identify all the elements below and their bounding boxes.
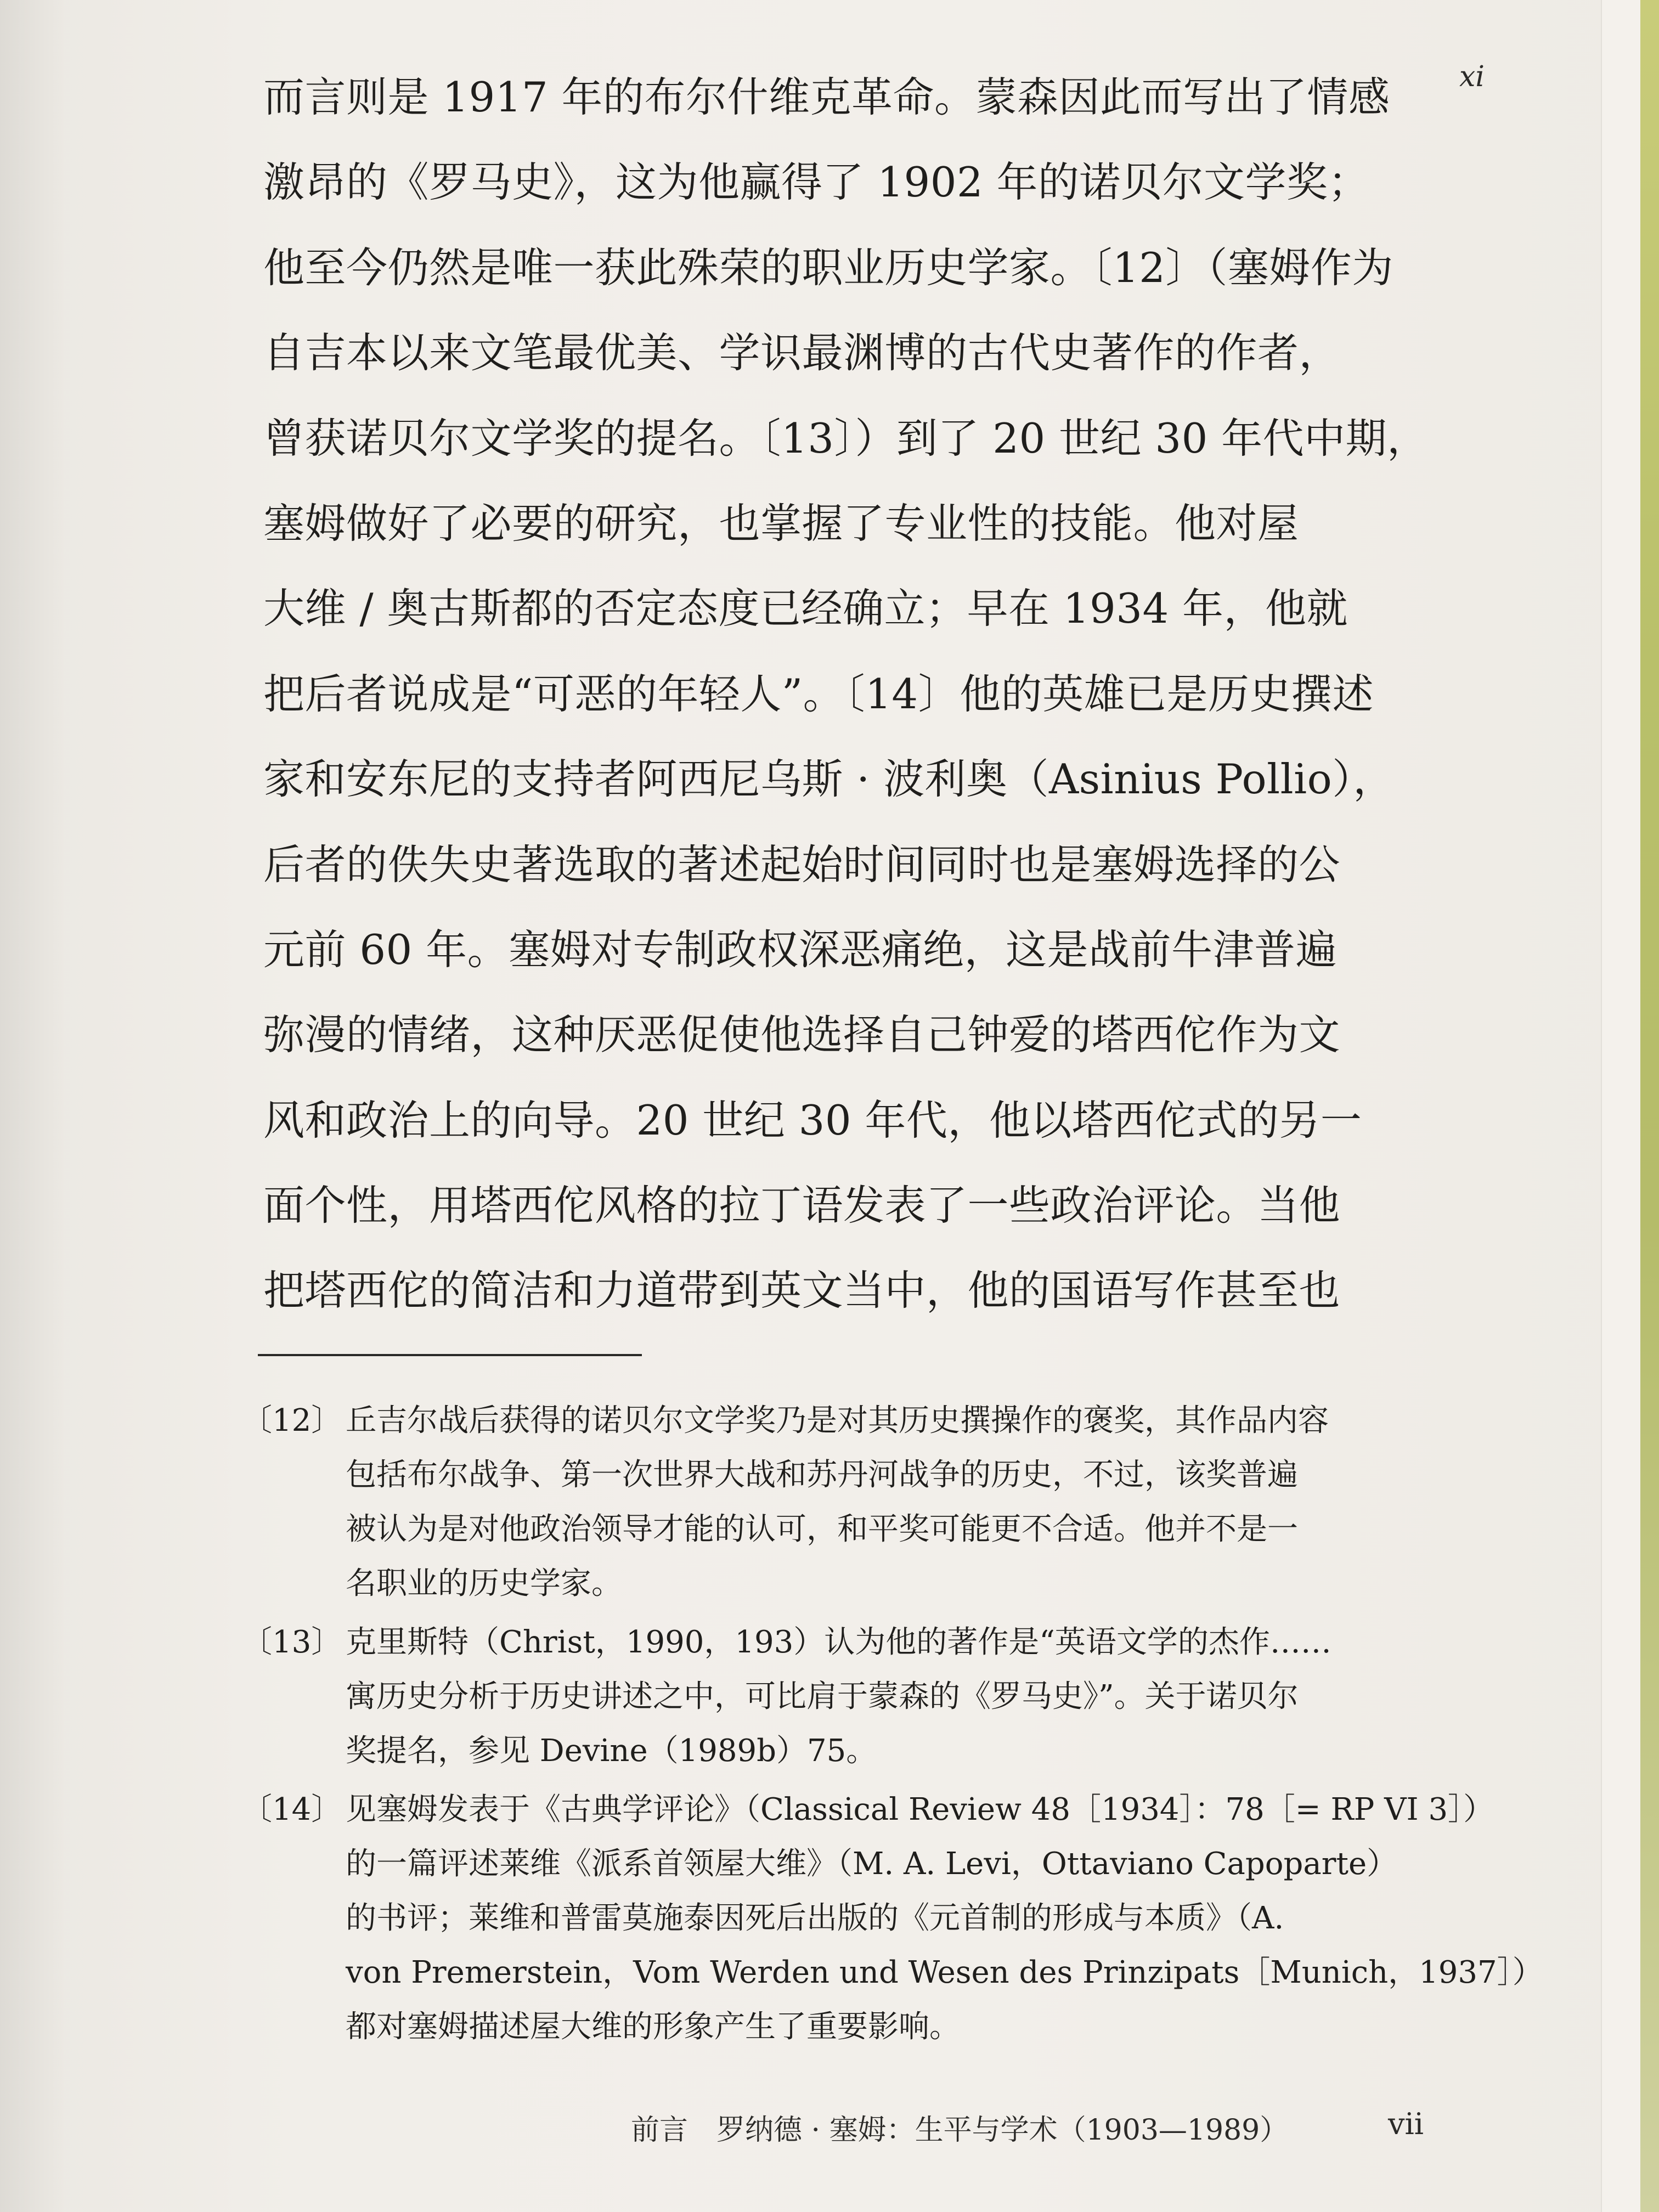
- facing-page-number: xi: [1459, 60, 1485, 93]
- footnote-line: 的书评；莱维和普雷莫施泰因死后出版的《元首制的形成与本质》（A.: [346, 1900, 1284, 1936]
- footnote-line: von Premerstein，Vom Werden und Wesen des Prinzipats［Munich，1937］）: [346, 1955, 1543, 1990]
- footnote-number: 〔12〕: [241, 1403, 342, 1438]
- footnote-line: 克里斯特（Christ，1990，193）认为他的著作是“英语文学的杰作……: [346, 1624, 1331, 1660]
- footnote-12: [241, 1393, 1437, 1611]
- page-number: vii: [1388, 2107, 1424, 2141]
- footnote-line: 见塞姆发表于《古典学评论》（Classical Review 48［1934］：78［= RP VI 3］）: [346, 1792, 1494, 1827]
- running-footer: 前言 罗纳德 · 塞姆：生平与学术（1903—1989）: [631, 2114, 1289, 2147]
- body-line: 激昂的《罗马史》，这为他赢得了 1902 年的诺贝尔文学奖；: [263, 158, 1370, 207]
- body-line: 自吉本以来文笔最优美、学识最渊博的古代史著作的作者，: [263, 329, 1341, 377]
- body-line: 元前 60 年。塞姆对专制政权深恶痛绝，这是战前牛津普遍: [263, 925, 1338, 974]
- body-line: 大维 / 奥古斯都的否定态度已经确立；早在 1934 年，他就: [263, 584, 1348, 633]
- body-line: 把后者说成是“可恶的年轻人”。〔14〕他的英雄已是历史撰述: [263, 669, 1374, 718]
- footnote-line: 名职业的历史学家。: [346, 1566, 622, 1601]
- footnote-line: 都对塞姆描述屋大维的形象产生了重要影响。: [346, 2009, 960, 2045]
- footnote-line: 被认为是对他政治领导才能的认可，和平奖可能更不合适。他并不是一: [346, 1511, 1298, 1547]
- body-text: [263, 55, 1459, 1334]
- body-line: 面个性，用塔西佗风格的拉丁语发表了一些政治评论。当他: [263, 1181, 1341, 1230]
- body-line: 弥漫的情绪，这种厌恶促使他选择自己钟爱的塔西佗作为文: [263, 1011, 1341, 1059]
- footnote-number: 〔14〕: [241, 1792, 342, 1827]
- body-line: 塞姆做好了必要的研究，也掌握了专业性的技能。他对屋: [263, 499, 1299, 548]
- body-line: 家和安东尼的支持者阿西尼乌斯 · 波利奥（Asinius Pollio），: [263, 755, 1395, 804]
- footnote-line: 丘吉尔战后获得的诺贝尔文学奖乃是对其历史撰操作的褒奖，其作品内容: [346, 1403, 1329, 1438]
- body-line: 他至今仍然是唯一获此殊荣的职业历史学家。〔12〕（塞姆作为: [263, 243, 1393, 292]
- body-line: 把塔西佗的简洁和力道带到英文当中，他的国语写作甚至也: [263, 1266, 1341, 1315]
- footnote-line: 包括布尔战争、第一次世界大战和苏丹河战争的历史，不过，该奖普遍: [346, 1457, 1298, 1493]
- footnote-14: [241, 1782, 1543, 2054]
- page-gutter-shadow: [0, 0, 66, 2212]
- adjacent-page-edge: [1601, 0, 1641, 2212]
- footnotes: [241, 1393, 1543, 2058]
- footnote-13: [241, 1615, 1437, 1778]
- footnote-number: 〔13〕: [241, 1624, 342, 1660]
- footnote-line: 奖提名，参见 Devine（1989b）75。: [346, 1733, 877, 1769]
- footnote-line: 寓历史分析于历史讲述之中，可比肩于蒙森的《罗马史》”。关于诺贝尔: [346, 1679, 1299, 1714]
- body-line: 而言则是 1917 年的布尔什维克革命。蒙森因此而写出了情感: [263, 73, 1390, 121]
- body-line: 后者的佚失史著选取的著述起始时间同时也是塞姆选择的公: [263, 840, 1341, 889]
- body-line: 风和政治上的向导。20 世纪 30 年代，他以塔西佗式的另一: [263, 1096, 1362, 1144]
- book-spine-strip: [1640, 0, 1659, 2212]
- body-line: 曾获诺贝尔文学奖的提名。〔13〕）到了 20 世纪 30 年代中期，: [263, 414, 1429, 462]
- footnote-separator: [258, 1354, 642, 1356]
- footnote-line: 的一篇评述莱维《派系首领屋大维》（M. A. Levi，Ottaviano Capoparte）: [346, 1846, 1398, 1882]
